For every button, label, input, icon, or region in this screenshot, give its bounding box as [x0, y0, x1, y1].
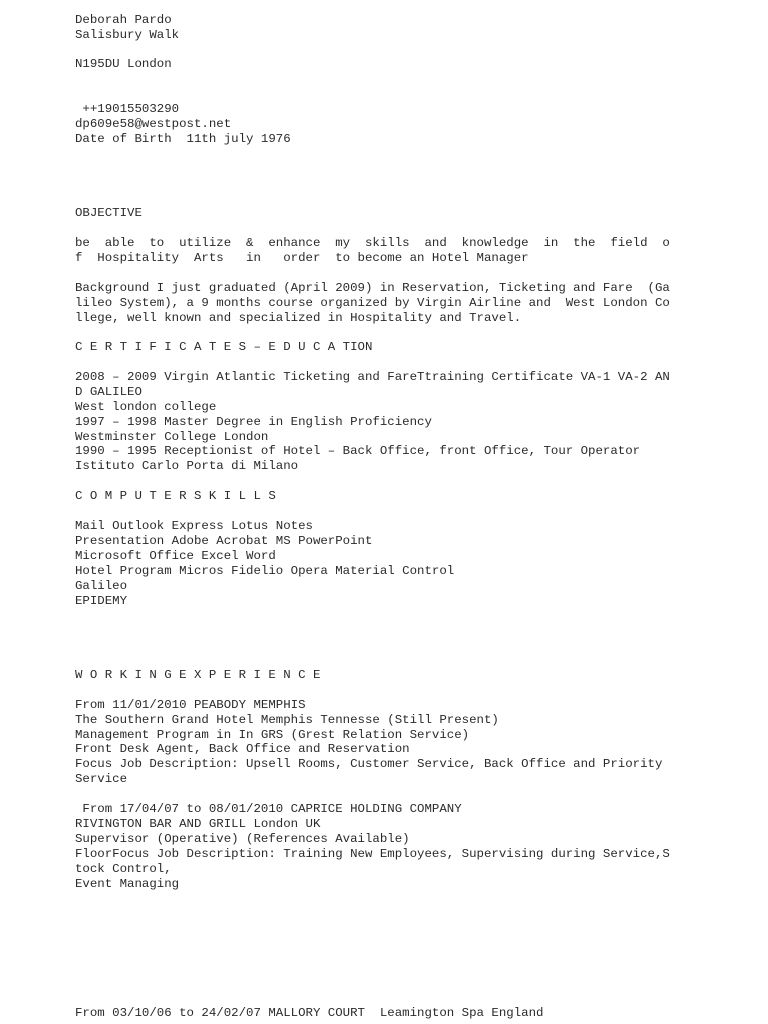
background-text: llege, well known and specialized in Hospitality and Travel. [75, 311, 522, 325]
education-line: D GALILEO [75, 385, 142, 399]
skills-line: Mail Outlook Express Lotus Notes [75, 519, 313, 533]
background-text: lileo System), a 9 months course organized by Virgin Airline and West London Co [75, 296, 670, 310]
skills-line: EPIDEMY [75, 594, 128, 608]
education-line: 2008 – 2009 Virgin Atlantic Ticketing and FareTtraining Certificate VA-1 VA-2 AN [75, 370, 670, 384]
job1-line: The Southern Grand Hotel Memphis Tennesse (Still Present) [75, 713, 499, 727]
email-address: dp609e58@westpost.net [75, 117, 232, 131]
job2-line: RIVINGTON BAR AND GRILL London UK [75, 817, 321, 831]
job2-line: Event Managing [75, 877, 180, 891]
address-city: N195DU London [75, 57, 172, 71]
job3-line: From 03/10/06 to 24/02/07 MALLORY COURT Leamington Spa England [75, 1006, 544, 1020]
education-line: 1997 – 1998 Master Degree in English Proficiency [75, 415, 432, 429]
skills-line: Galileo [75, 579, 128, 593]
education-line: 1990 – 1995 Receptionist of Hotel – Back Office, front Office, Tour Operator [75, 444, 641, 458]
objective-text: f Hospitality Arts in order to become an Hotel Manager [75, 251, 529, 265]
job1-line: Front Desk Agent, Back Office and Reservation [75, 742, 410, 756]
job2-line: FloorFocus Job Description: Training New Employees, Supervising during Service,S [75, 847, 670, 861]
address-street: Salisbury Walk [75, 28, 180, 42]
skills-line: Presentation Adobe Acrobat MS PowerPoint [75, 534, 373, 548]
job1-line: Management Program in In GRS (Grest Relation Service) [75, 728, 470, 742]
job1-line: From 11/01/2010 PEABODY MEMPHIS [75, 698, 306, 712]
applicant-name: Deborah Pardo [75, 13, 172, 27]
date-of-birth: Date of Birth 11th july 1976 [75, 132, 291, 146]
skills-heading: C O M P U T E R S K I L L S [75, 489, 276, 503]
objective-heading: OBJECTIVE [75, 206, 142, 220]
education-line: Istituto Carlo Porta di Milano [75, 459, 299, 473]
skills-line: Hotel Program Micros Fidelio Opera Material Control [75, 564, 455, 578]
education-line: West london college [75, 400, 217, 414]
experience-heading: W O R K I N G E X P E R I E N C E [75, 668, 321, 682]
education-heading: C E R T I F I C A T E S – E D U C A TION [75, 340, 373, 354]
education-line: Westminster College London [75, 430, 269, 444]
phone-number: ++19015503290 [75, 102, 180, 116]
skills-line: Microsoft Office Excel Word [75, 549, 276, 563]
job2-line: From 17/04/07 to 08/01/2010 CAPRICE HOLDING COMPANY [75, 802, 462, 816]
job1-line: Service [75, 772, 128, 786]
job2-line: Supervisor (Operative) (References Available) [75, 832, 410, 846]
job1-line: Focus Job Description: Upsell Rooms, Customer Service, Back Office and Priority [75, 757, 663, 771]
job2-line: tock Control, [75, 862, 172, 876]
background-text: Background I just graduated (April 2009) in Reservation, Ticketing and Fare (Ga [75, 281, 670, 295]
objective-text: be able to utilize & enhance my skills and knowledge in the field o [75, 236, 670, 250]
